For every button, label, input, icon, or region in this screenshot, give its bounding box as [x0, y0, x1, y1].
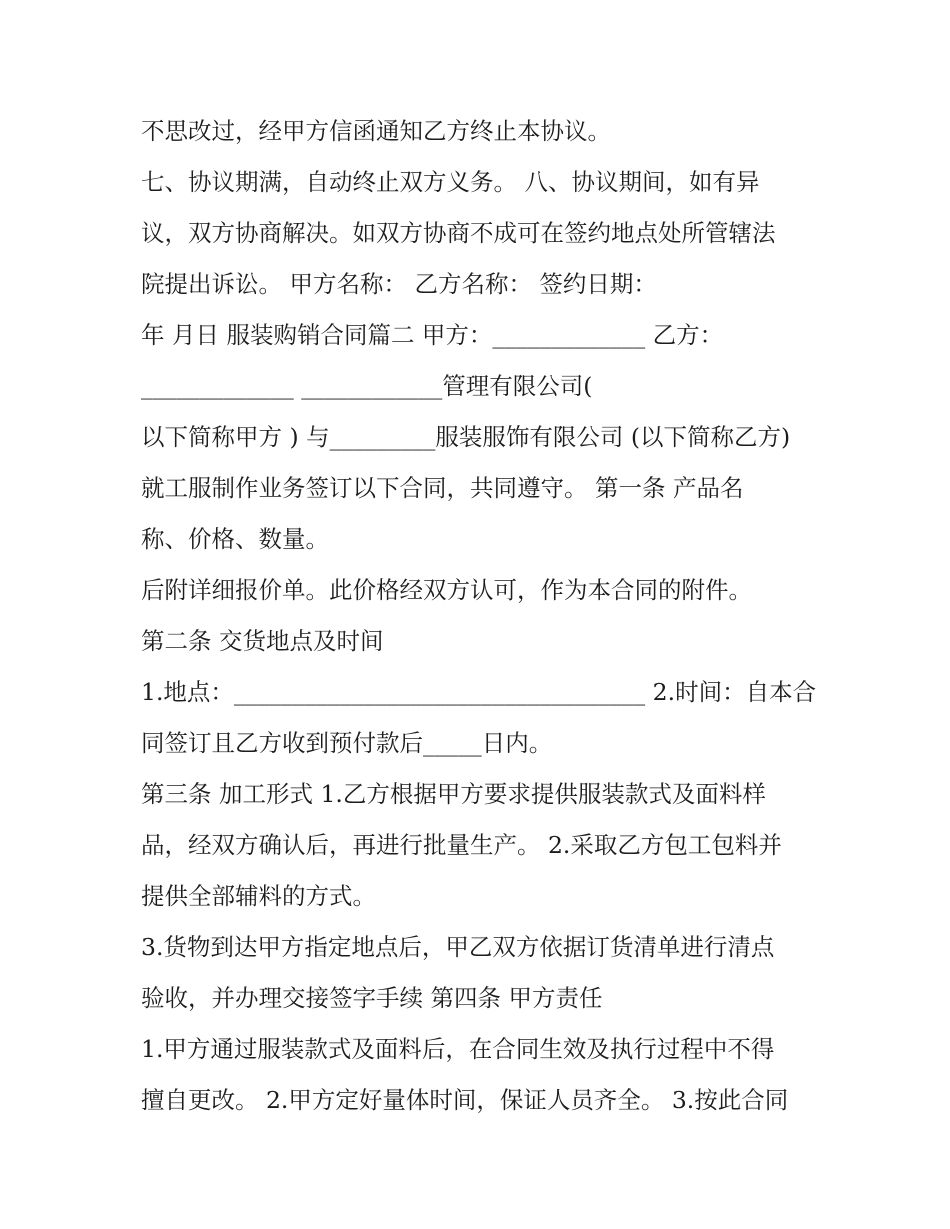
text-line-19: 1.甲方通过服装款式及面料后，在合同生效及执行过程中不得	[141, 1035, 775, 1063]
text-line-1: 不思改过，经甲方信函通知乙方终止本协议。	[141, 117, 611, 145]
text-line-12: 1.地点：___________________________________ 2.时间：自本合	[141, 678, 817, 706]
text-line-13: 同签订且乙方收到预付款后_____日内。	[141, 729, 553, 757]
text-line-7: 以下简称甲方 ) 与_________服装服饰有限公司 (以下简称乙方)	[141, 423, 791, 451]
text-line-20: 擅自更改。 2.甲方定好量体时间，保证人员齐全。 3.按此合同	[141, 1086, 789, 1114]
text-line-11: 第二条 交货地点及时间	[141, 627, 384, 655]
text-line-15: 品，经双方确认后，再进行批量生产。 2.采取乙方包工包料并	[141, 831, 782, 859]
text-line-17: 3.货物到达甲方指定地点后，甲乙双方依据订货清单进行清点	[141, 933, 775, 961]
text-line-3: 议，双方协商解决。如双方协商不成可在签约地点处所管辖法	[141, 219, 776, 247]
text-line-2: 七、协议期满，自动终止双方义务。 八、协议期间，如有异	[141, 168, 760, 196]
text-line-18: 验收，并办理交接签字手续 第四条 甲方责任	[141, 984, 603, 1012]
text-line-10: 后附详细报价单。此价格经双方认可，作为本合同的附件。	[141, 576, 752, 604]
text-line-9: 称、价格、数量。	[141, 525, 329, 553]
text-line-5: 年 月日 服装购销合同篇二 甲方：_____________ 乙方：	[141, 321, 724, 349]
text-line-8: 就工服制作业务签订以下合同，共同遵守。 第一条 产品名	[141, 474, 744, 502]
text-line-4: 院提出诉讼。 甲方名称： 乙方名称： 签约日期：	[141, 270, 657, 298]
document-body	[141, 106, 821, 1126]
text-line-14: 第三条 加工形式 1.乙方根据甲方要求提供服装款式及面料样	[141, 780, 766, 808]
text-line-6: _____________ ____________管理有限公司(	[141, 372, 593, 400]
text-line-16: 提供全部辅料的方式。	[141, 882, 376, 910]
